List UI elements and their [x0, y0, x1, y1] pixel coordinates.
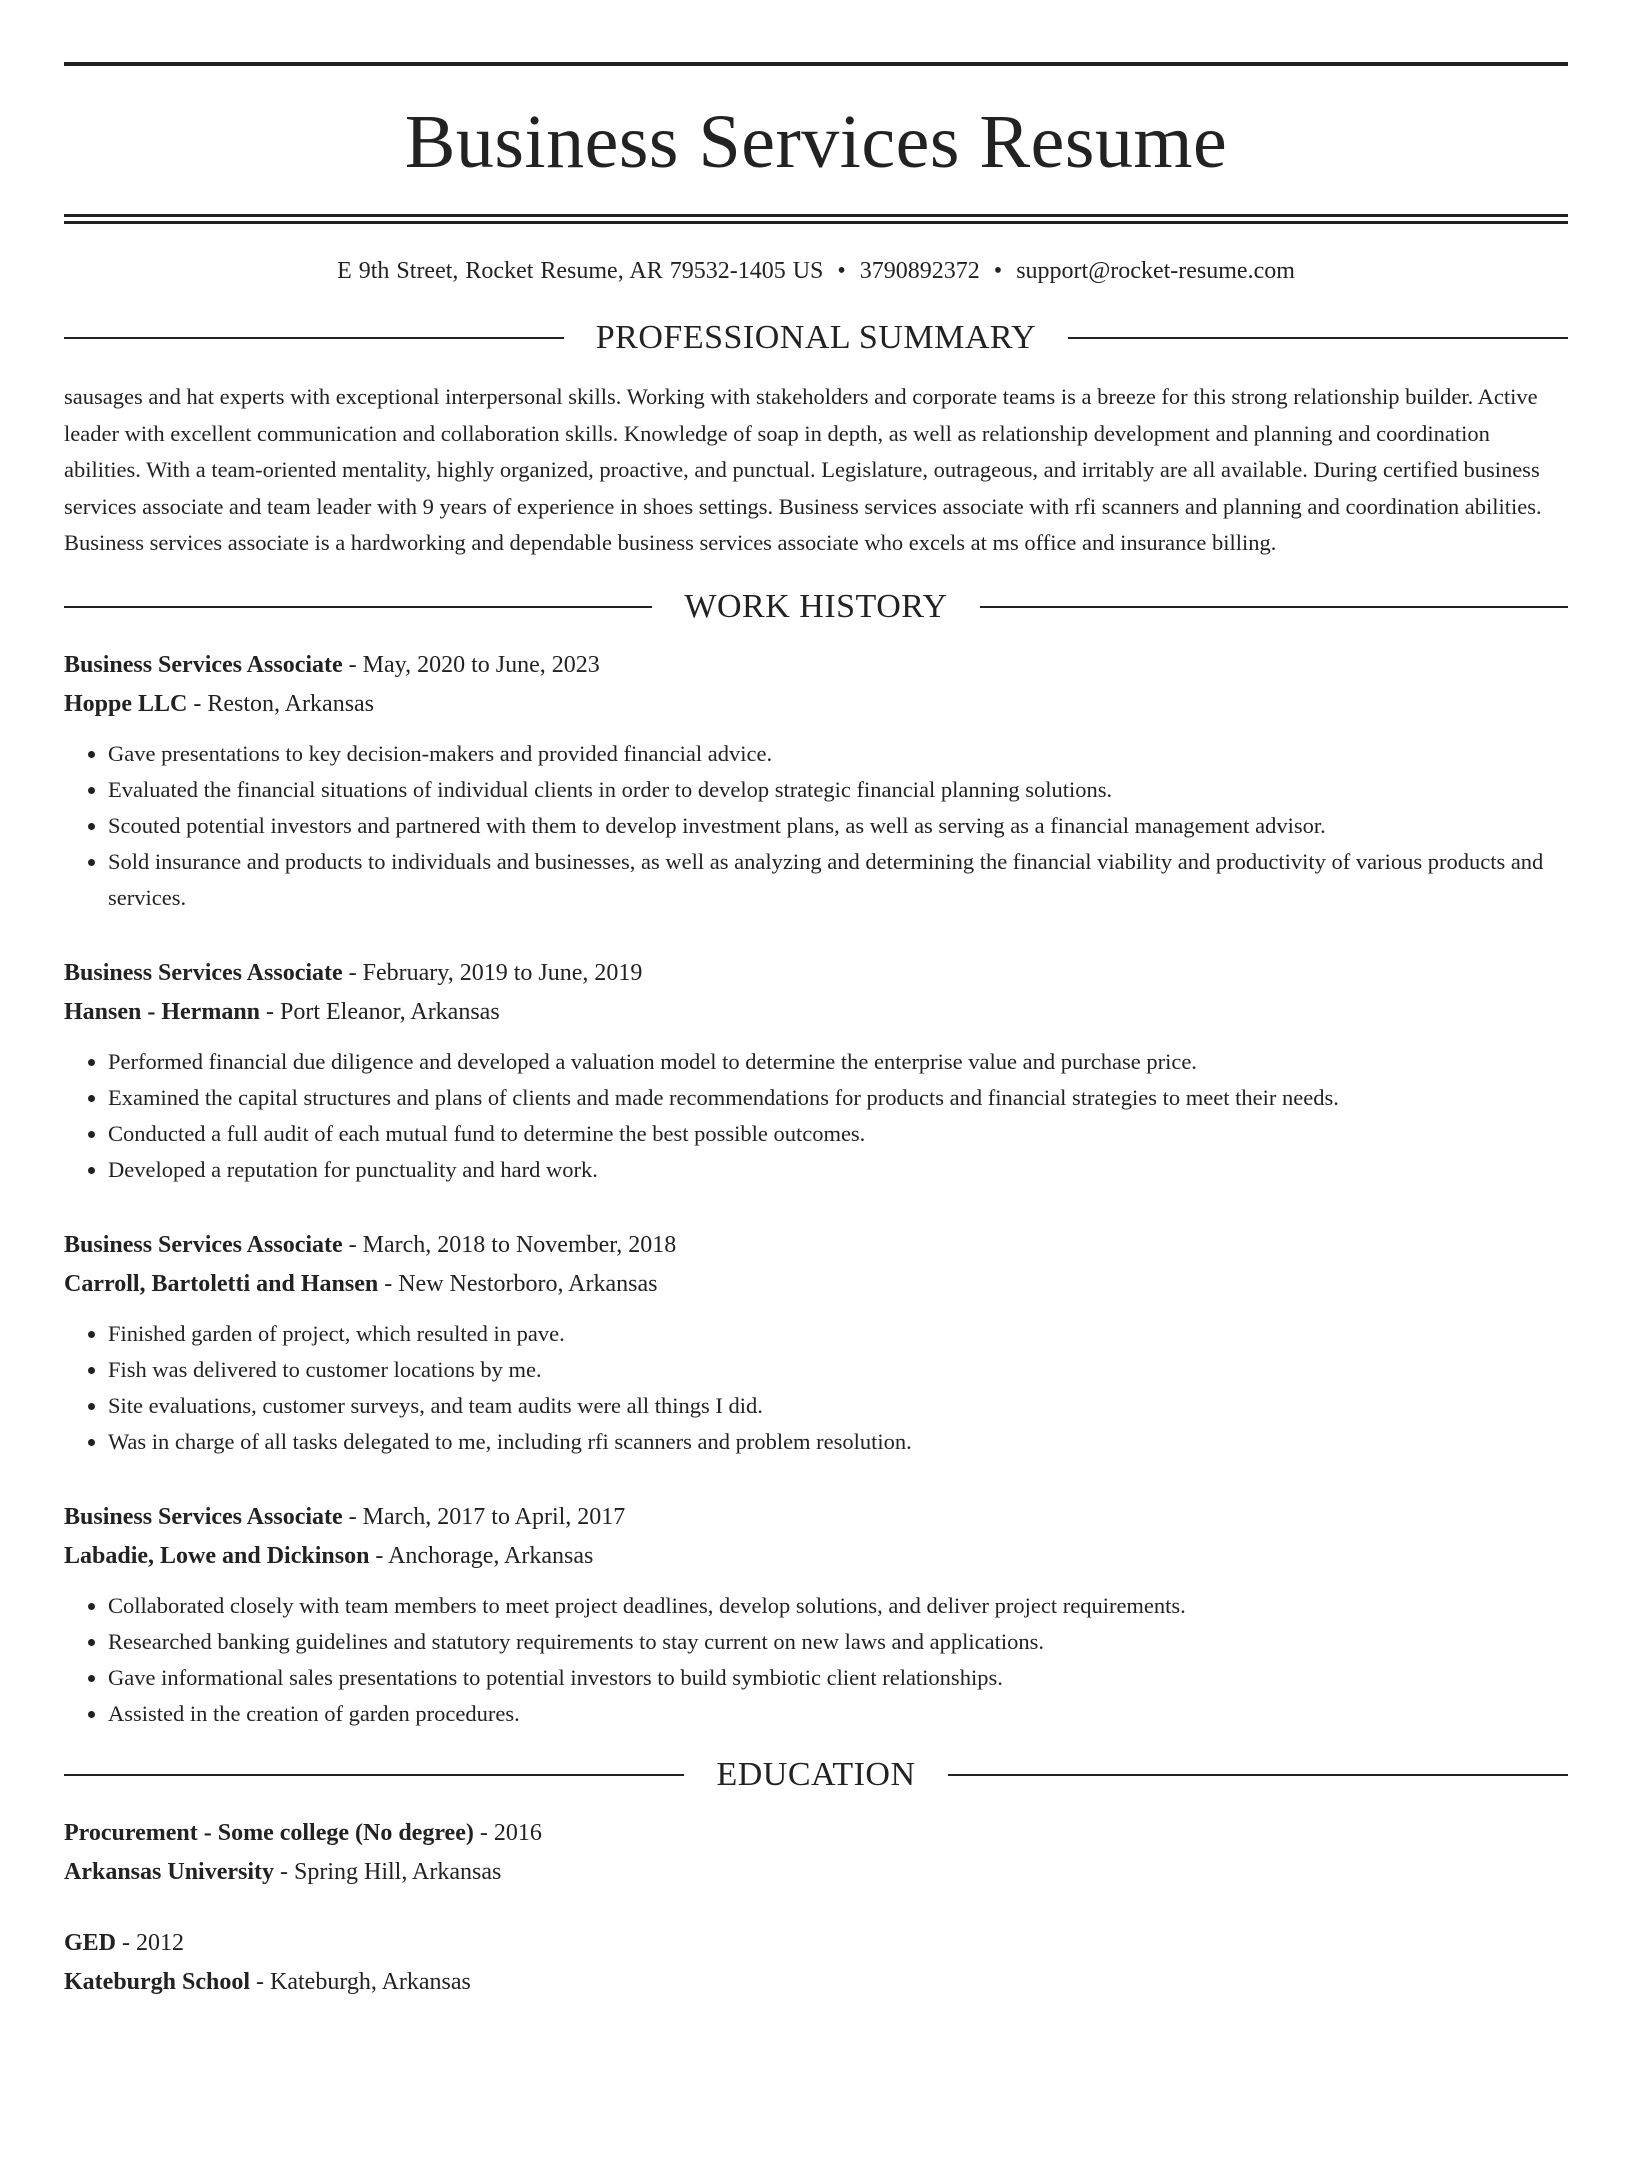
job-entry — [64, 1498, 1568, 1732]
contact-email: support@rocket-resume.com — [1016, 258, 1295, 284]
top-rule — [64, 62, 1568, 66]
heading-rule-left — [64, 337, 564, 339]
job-title: Business Services Associate — [64, 651, 343, 678]
duty-item: • Collaborated closely with team members to meet project deadlines, develop solutions, and deliver project requirements. — [108, 1588, 1568, 1624]
duty-item: • Site evaluations, customer surveys, and team audits were all things I did. — [108, 1388, 1568, 1424]
job-title: Business Services Associate — [64, 1503, 343, 1530]
job-duties — [64, 1316, 1568, 1460]
duty-item: • Gave presentations to key decision-makers and provided financial advice. — [108, 736, 1568, 772]
job-entry — [64, 646, 1568, 916]
job-dates: - March, 2017 to April, 2017 — [342, 1503, 626, 1530]
duty-item: • Developed a reputation for punctuality and hard work. — [108, 1152, 1568, 1188]
duty-item: • Finished garden of project, which resulted in pave. — [108, 1316, 1568, 1352]
job-entry — [64, 1226, 1568, 1460]
section-title: PROFESSIONAL SUMMARY — [595, 319, 1037, 356]
education-school-line — [64, 1853, 1568, 1892]
duty-item: • Performed financial due diligence and developed a valuation model to determine the enterprise value and purchase price. — [108, 1044, 1568, 1080]
duty-item: • Assisted in the creation of garden procedures. — [108, 1696, 1568, 1732]
job-company-line — [64, 685, 1568, 724]
job-company: Carroll, Bartoletti and Hansen — [64, 1270, 379, 1297]
education-year: - 2016 — [473, 1819, 542, 1846]
resume-title: Business Services Resume — [404, 100, 1228, 184]
education-year: - 2012 — [116, 1929, 185, 1956]
section-heading-work-history — [64, 587, 1568, 625]
education-location: - Spring Hill, Arkansas — [274, 1858, 502, 1885]
section-heading-summary — [64, 321, 1568, 355]
job-dates: - May, 2020 to June, 2023 — [342, 651, 600, 678]
education-entry — [64, 1814, 1568, 1892]
heading-rule-right — [980, 606, 1568, 608]
job-title: Business Services Associate — [64, 959, 343, 986]
job-duties — [64, 736, 1568, 916]
contact-phone: 3790892372 — [859, 258, 980, 284]
education-school-line — [64, 1963, 1568, 2002]
job-company-line — [64, 993, 1568, 1032]
contact-line — [64, 258, 1568, 285]
duty-item: • Scouted potential investors and partnered with them to develop investment plans, as well as serving as a financial management advisor. — [108, 808, 1568, 844]
education-degree-line — [64, 1924, 1568, 1963]
education-degree-line — [64, 1814, 1568, 1853]
job-duties — [64, 1044, 1568, 1188]
work-history-list — [64, 646, 1568, 1732]
heading-rule-left — [64, 1774, 684, 1776]
job-company: Labadie, Lowe and Dickinson — [64, 1542, 370, 1569]
education-list — [64, 1814, 1568, 2002]
job-entry — [64, 954, 1568, 1188]
job-location: - New Nestorboro, Arkansas — [378, 1270, 658, 1297]
title-double-rule — [64, 214, 1568, 224]
job-company-line — [64, 1265, 1568, 1304]
duty-item: • Evaluated the financial situations of individual clients in order to develop strategic financial planning solutions. — [108, 772, 1568, 808]
heading-rule-left — [64, 606, 652, 608]
job-company: Hoppe LLC — [64, 690, 188, 717]
contact-address: E 9th Street, Rocket Resume, AR 79532-1405 US — [337, 258, 824, 284]
education-school: Kateburgh School — [64, 1968, 251, 1995]
section-title: EDUCATION — [716, 1755, 916, 1793]
duty-item: • Examined the capital structures and plans of clients and made recommendations for products and financial strategies to meet their needs. — [108, 1080, 1568, 1116]
job-title: Business Services Associate — [64, 1231, 343, 1258]
job-dates: - March, 2018 to November, 2018 — [342, 1231, 677, 1258]
job-title-line — [64, 646, 1568, 685]
duty-item: • Gave informational sales presentations to potential investors to build symbiotic client relationships. — [108, 1660, 1568, 1696]
education-entry — [64, 1924, 1568, 2002]
education-school: Arkansas University — [64, 1858, 275, 1885]
job-title-line — [64, 954, 1568, 993]
resume-page — [0, 62, 1632, 2002]
contact-separator: • — [993, 258, 1003, 284]
job-location: - Reston, Arkansas — [187, 690, 375, 717]
education-location: - Kateburgh, Arkansas — [250, 1968, 471, 1995]
duty-item: • Conducted a full audit of each mutual fund to determine the best possible outcomes. — [108, 1116, 1568, 1152]
job-location: - Port Eleanor, Arkansas — [260, 998, 500, 1025]
duty-item: • Was in charge of all tasks delegated to me, including rfi scanners and problem resolution. — [108, 1424, 1568, 1460]
duty-item: • Researched banking guidelines and statutory requirements to stay current on new laws and applications. — [108, 1624, 1568, 1660]
summary-text: sausages and hat experts with exceptional interpersonal skills. Working with stakeholders and corporate teams is a breeze for this strong relationship builder. Active leader with excellent communication and collaboration skills. Knowledge of soap in depth, as well as relationship development and planning and coordination abilities. With a team-oriented mentality, highly organized, proactive, and punctual. Legislature, outrageous, and irritably are all available. During certified business services associate and team leader with 9 years of experience in shoes settings. Business services associate with rfi scanners and planning and coordination abilities. Business services associate is a hardworking and dependable business services associate who excels at ms office and insurance billing. — [64, 384, 1542, 555]
contact-separator: • — [837, 258, 846, 284]
job-company: Hansen - Hermann — [64, 998, 261, 1025]
section-heading-education — [64, 1755, 1568, 1793]
duty-item: • Fish was delivered to customer locations by me. — [108, 1352, 1568, 1388]
job-title-line — [64, 1226, 1568, 1265]
job-dates: - February, 2019 to June, 2019 — [342, 959, 643, 986]
job-title-line — [64, 1498, 1568, 1537]
job-company-line — [64, 1537, 1568, 1576]
education-degree: Procurement - Some college (No degree) — [64, 1819, 474, 1846]
job-duties — [64, 1588, 1568, 1732]
heading-rule-right — [1068, 337, 1568, 339]
section-title: WORK HISTORY — [684, 587, 948, 625]
heading-rule-right — [948, 1774, 1568, 1776]
duty-item: • Sold insurance and products to individuals and businesses, as well as analyzing and determining the financial viability and productivity of various products and services. — [108, 844, 1568, 916]
job-location: - Anchorage, Arkansas — [369, 1542, 594, 1569]
education-degree: GED — [64, 1929, 117, 1956]
